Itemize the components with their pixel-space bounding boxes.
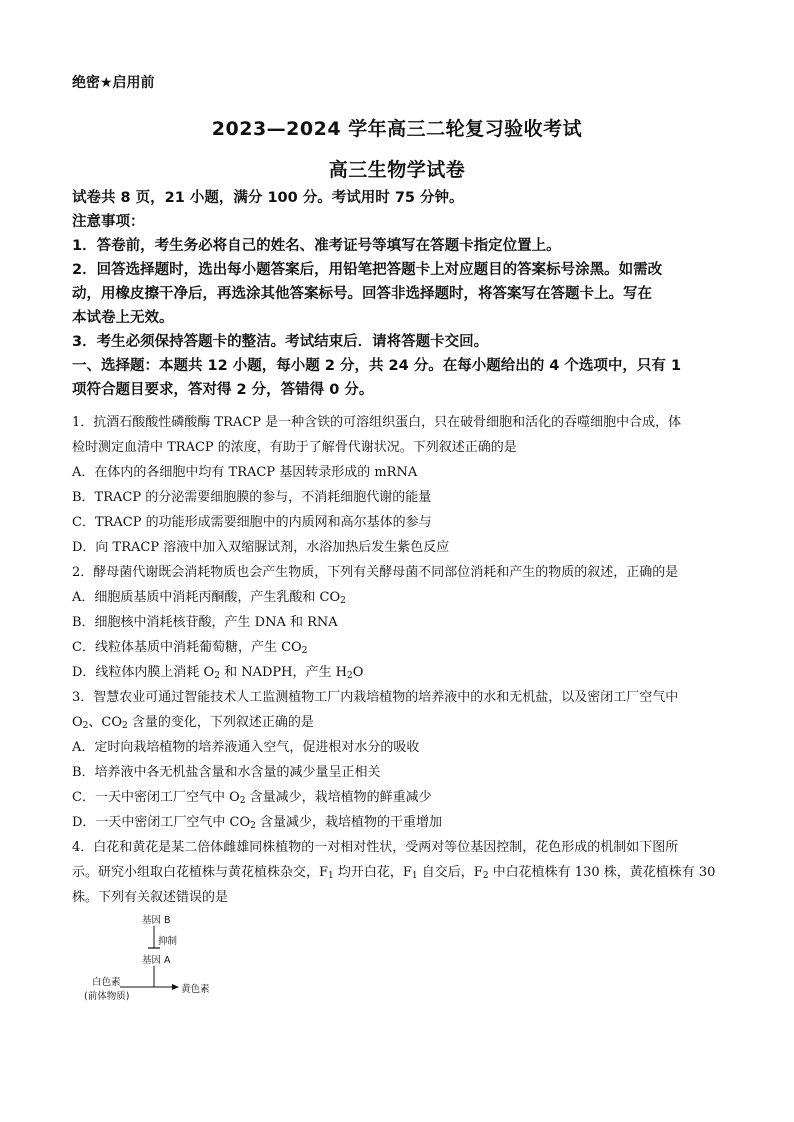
question-2-option-d-part-1: D．线粒体内膜上消耗 O [72, 665, 215, 680]
question-2-option-d-part-3: O [352, 665, 364, 680]
subscript: 2 [482, 871, 489, 881]
question-3-option-b: B．培养液中各无机盐含量和水含量的减少量呈正相关 [72, 765, 381, 780]
question-2-option-a [72, 585, 726, 610]
question-2-option-d-part-2: 和 NADPH，产生 H [219, 665, 347, 680]
question-3-stem-line-2 [72, 710, 726, 735]
gene-a-label: 基因 A [142, 955, 171, 966]
question-3-option-c [72, 785, 726, 810]
subscript: 2 [214, 671, 220, 681]
exam-title: 2023—2024 学年高三二轮复习验收考试 [211, 118, 583, 140]
subscript: 1 [411, 871, 418, 881]
notice-item-2-line-1: 2．回答选择题时，选出每小题答案后，用铅笔把答题卡上对应题目的答案标号涂黑。如需改 [72, 262, 663, 278]
subscript: 2 [239, 796, 246, 806]
gene-b-label: 基因 B [142, 915, 171, 926]
subscript: 2 [122, 721, 128, 731]
subscript: 2 [250, 821, 256, 831]
question-1-stem-line-1: 1．抗酒石酸酸性磷酸酶 TRACP 是一种含铁的可溶组织蛋白，只在破骨细胞和活化的吞噬细胞中合成，体 [72, 415, 682, 430]
flower-color-diagram [80, 908, 240, 1008]
question-1-option-c: C．TRACP 的功能形成需要细胞中的内质网和高尔基体的参与 [72, 515, 432, 530]
section-heading-line-1: 一、选择题：本题共 12 小题，每小题 2 分，共 24 分。在每小题给出的 4 个选项中，只有 1 [72, 358, 682, 374]
question-1-option-b: B．TRACP 的分泌需要细胞膜的参与，不消耗细胞代谢的能量 [72, 490, 432, 505]
question-3-stem-part-2: 、CO [88, 715, 123, 730]
question-4-stem-line-3: 株。下列有关叙述错误的是 [72, 890, 229, 905]
question-3 [72, 685, 726, 835]
subscript: 2 [82, 721, 89, 731]
exam-info: 试卷共 8 页，21 小题，满分 100 分。考试用时 75 分钟。 [72, 190, 464, 206]
question-2-option-c-text: C．线粒体基质中消耗葡萄糖，产生 CO [72, 640, 302, 655]
question-1 [72, 410, 726, 560]
notice-item-2-line-2: 动，用橡皮擦干净后，再选涂其他答案标号。回答非选择题时，将答案写在答题卡上。写在 [72, 286, 652, 302]
question-4-stem-part-1: 示。研究小组取白花植株与黄花植株杂交，F [72, 865, 329, 880]
question-2-option-b: B．细胞核中消耗核苷酸，产生 DNA 和 RNA [72, 615, 338, 630]
question-1-option-a: A．在体内的各细胞中均有 TRACP 基因转录形成的 mRNA [72, 465, 418, 480]
white-pigment-label: 白色素 [92, 977, 121, 988]
notice-heading: 注意事项： [72, 214, 145, 230]
question-1-option-d: D．向 TRACP 溶液中加入双缩脲试剂，水浴加热后发生紫色反应 [72, 540, 450, 555]
question-3-option-a: A．定时向栽培植物的培养液通入空气，促进根对水分的吸收 [72, 740, 420, 755]
question-3-stem-line-1: 3．智慧农业可通过智能技术人工监测植物工厂内栽培植物的培养液中的水和无机盐，以及密闭工厂空气中 [72, 690, 679, 705]
precursor-label: (前体物质) [84, 991, 130, 1002]
question-1-stem-line-2: 检时测定血清中 TRACP 的浓度，有助于了解骨代谢状况。下列叙述正确的是 [72, 440, 517, 455]
question-4-stem-part-2: 均开白花，F [333, 865, 412, 880]
question-3-stem-part-1: O [72, 715, 83, 730]
subscript: 2 [346, 671, 353, 681]
section-heading-line-2: 项符合题目要求，答对得 2 分，答错得 0 分。 [72, 382, 374, 398]
question-2-option-a-text: A．细胞质基质中消耗丙酮酸，产生乳酸和 CO [72, 590, 341, 605]
question-3-option-d-part-2: 含量减少，栽培植物的干重增加 [255, 815, 443, 830]
question-4-stem-part-3: 自交后，F [417, 865, 483, 880]
question-4-stem-part-4: 中白花植株有 130 株，黄花植株有 30 [488, 865, 716, 880]
question-2 [72, 560, 726, 685]
subscript: 2 [301, 646, 308, 656]
question-2-option-c [72, 635, 726, 660]
notice-block [72, 186, 724, 402]
subscript: 2 [340, 596, 346, 606]
question-3-option-c-part-2: 含量减少，栽培植物的鲜重减少 [245, 790, 432, 805]
yellow-pigment-label: 黄色素 [181, 984, 210, 995]
question-4-stem-line-1: 4．白花和黄花是某二倍体雌雄同株植物的一对相对性状，受两对等位基因控制，花色形成的机制如下图所 [72, 840, 679, 855]
question-2-stem: 2．酵母菌代谢既会消耗物质也会产生物质，下列有关酵母菌不同部位消耗和产生的物质的叙述，正确的是 [72, 565, 679, 580]
question-3-option-d-part-1: D．一天中密闭工厂空气中 CO [72, 815, 251, 830]
exam-subtitle: 高三生物学试卷 [328, 159, 466, 181]
question-3-option-c-part-1: C．一天中密闭工厂空气中 O [72, 790, 240, 805]
notice-item-1: 1．答卷前，考生务必将自己的姓名、准考证号等填写在答题卡指定位置上。 [72, 238, 561, 254]
question-4-stem-line-2 [72, 860, 726, 885]
question-2-option-d [72, 660, 726, 685]
question-3-option-d [72, 810, 726, 835]
subscript: 1 [328, 871, 334, 881]
notice-item-3: 3．考生必须保持答题卡的整洁。考试结束后．请将答题卡交回。 [72, 334, 489, 350]
question-3-stem-part-3: 含量的变化，下列叙述正确的是 [127, 715, 314, 730]
confidential-label: 绝密★启用前 [72, 75, 155, 91]
notice-item-2-line-3: 本试卷上无效。 [72, 310, 174, 326]
question-4 [72, 835, 726, 910]
inhibit-label: 抑制 [158, 936, 178, 947]
